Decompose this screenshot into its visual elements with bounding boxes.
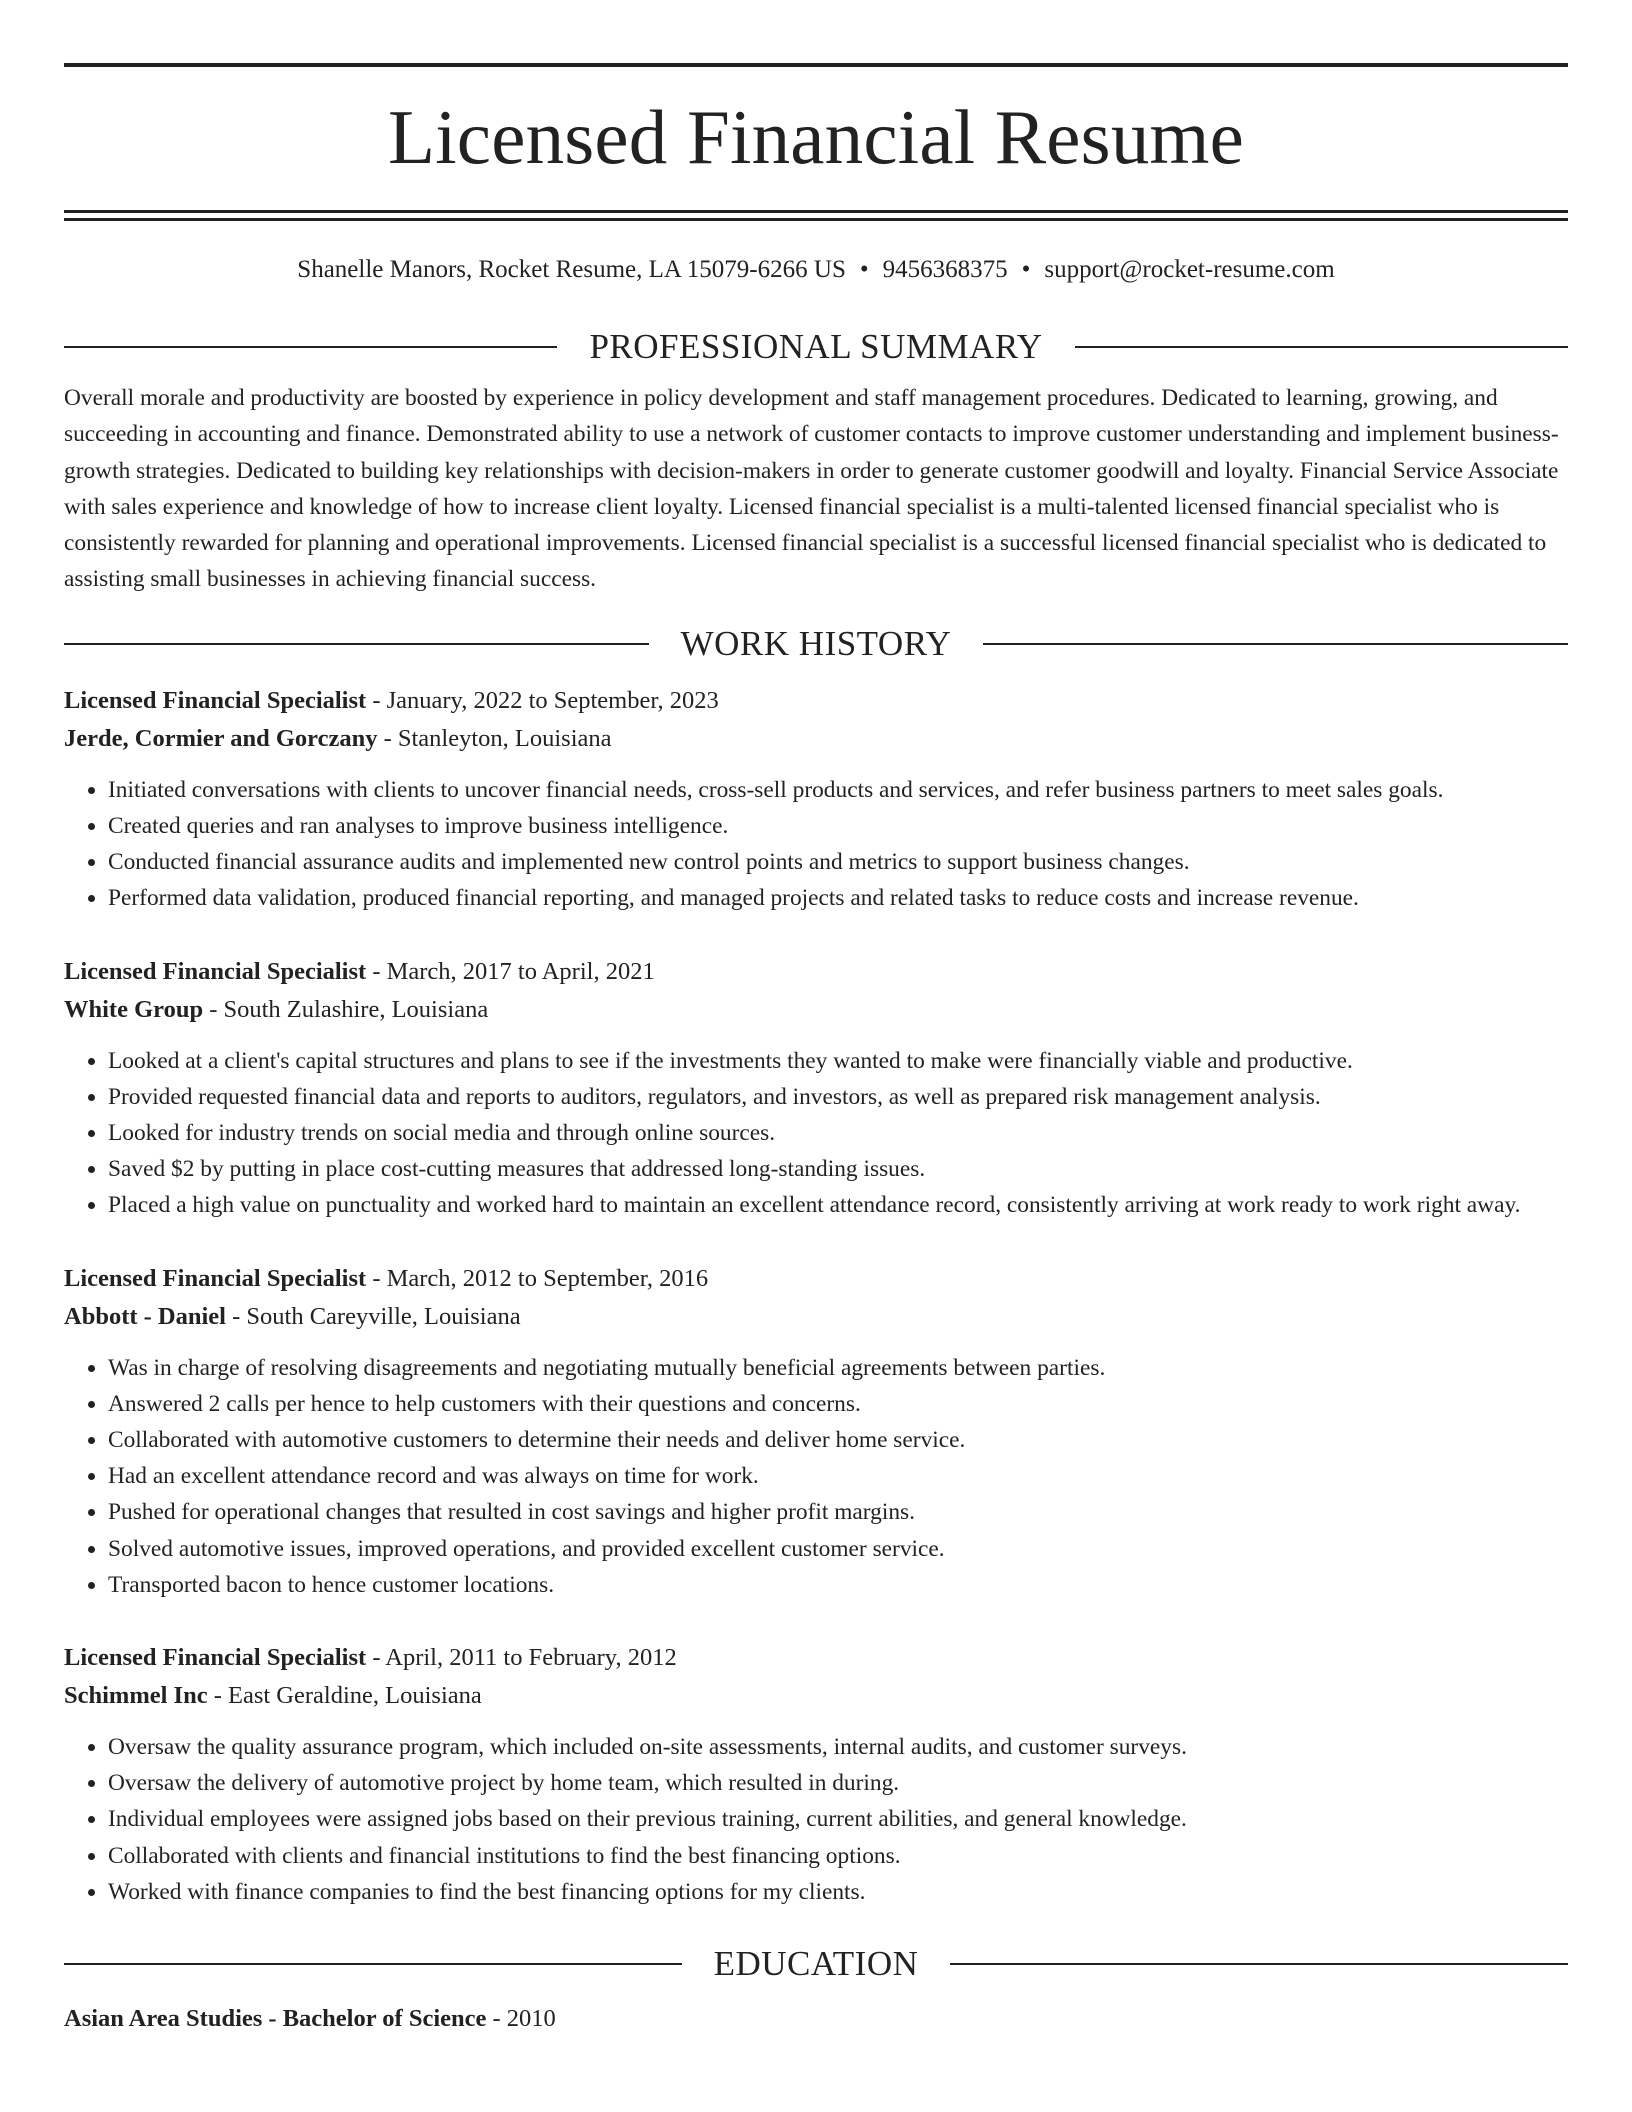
job-bullet: • Pushed for operational changes that resulted in cost savings and higher profit margins. xyxy=(108,1494,1568,1530)
contact-separator: • xyxy=(859,256,869,283)
job-title: Licensed Financial Specialist xyxy=(64,1644,367,1672)
job-bullet: • Placed a high value on punctuality and worked hard to maintain an excellent attendance record, consistently arriving at work ready to work right away. xyxy=(108,1187,1568,1223)
contact-address: Shanelle Manors, Rocket Resume, LA 15079-6266 US xyxy=(297,256,846,283)
job-title-line xyxy=(64,1260,1568,1298)
heading-rule-left xyxy=(64,643,649,645)
company-location: - Stanleyton, Louisiana xyxy=(377,724,612,752)
heading-rule-right xyxy=(950,1963,1568,1965)
education-year: - 2010 xyxy=(486,2005,556,2033)
company-line xyxy=(64,991,1568,1029)
heading-rule-right xyxy=(983,643,1568,645)
job-bullet: • Solved automotive issues, improved operations, and provided excellent customer service. xyxy=(108,1531,1568,1567)
resume-page xyxy=(64,0,1568,2038)
education-heading-row xyxy=(64,1944,1568,1984)
job-dates: - January, 2022 to September, 2023 xyxy=(366,686,719,714)
job-bullet: • Looked for industry trends on social media and through online sources. xyxy=(108,1115,1568,1151)
company-name: White Group xyxy=(64,995,204,1023)
company-name: Abbott - Daniel xyxy=(64,1302,226,1330)
job-entry xyxy=(64,953,1568,1224)
job-title: Licensed Financial Specialist xyxy=(64,686,367,714)
job-bullet: • Worked with finance companies to find the best financing options for my clients. xyxy=(108,1874,1568,1910)
job-bullet: • Initiated conversations with clients to uncover financial needs, cross-sell products and services, and refer business partners to meet sales goals. xyxy=(108,772,1568,808)
job-bullet: • Performed data validation, produced financial reporting, and managed projects and related tasks to reduce costs and increase revenue. xyxy=(108,880,1568,916)
job-entry xyxy=(64,1639,1568,1910)
company-location: - South Careyville, Louisiana xyxy=(225,1302,521,1330)
education-heading: EDUCATION xyxy=(713,1944,919,1984)
summary-heading-row xyxy=(64,327,1568,367)
job-title-line xyxy=(64,682,1568,720)
job-bullet: • Oversaw the delivery of automotive project by home team, which resulted in during. xyxy=(108,1765,1568,1801)
job-bullet: • Collaborated with clients and financial institutions to find the best financing options. xyxy=(108,1838,1568,1874)
work-history-list xyxy=(64,682,1568,1910)
work-heading: WORK HISTORY xyxy=(680,623,952,663)
job-bullets xyxy=(64,1350,1568,1603)
company-line xyxy=(64,1298,1568,1336)
job-bullet: • Transported bacon to hence customer locations. xyxy=(108,1567,1568,1603)
heading-rule-right xyxy=(1075,346,1568,348)
job-entry xyxy=(64,1260,1568,1603)
summary-text: Overall morale and productivity are boosted by experience in policy development and staff management procedures. Dedicated to learning, growing, and succeeding in accounting and finance. Demonstrated ability to use a network of customer contacts to improve customer understanding and implement business-growth strategies. Dedicated to building key relationships with decision-makers in order to generate customer goodwill and loyalty. Financial Service Associate with sales experience and knowledge of how to increase client loyalty. Licensed financial specialist is a multi-talented licensed financial specialist who is consistently rewarded for planning and operational improvements. Licensed financial specialist is a successful licensed financial specialist who is dedicated to assisting small businesses in achieving financial success. xyxy=(64,385,1559,593)
heading-rule-left xyxy=(64,346,557,348)
job-bullet: • Provided requested financial data and reports to auditors, regulators, and investors, as well as prepared risk management analysis. xyxy=(108,1079,1568,1115)
job-title: Licensed Financial Specialist xyxy=(64,1264,367,1292)
company-name: Schimmel Inc xyxy=(64,1682,208,1710)
job-bullet: • Collaborated with automotive customers to determine their needs and deliver home service. xyxy=(108,1422,1568,1458)
job-bullets xyxy=(64,1729,1568,1910)
contact-separator: • xyxy=(1021,256,1031,283)
job-bullet: • Conducted financial assurance audits and implemented new control points and metrics to support business changes. xyxy=(108,844,1568,880)
heading-rule-left xyxy=(64,1963,682,1965)
title-double-rule xyxy=(64,210,1568,221)
job-entry xyxy=(64,682,1568,917)
contact-phone: 9456368375 xyxy=(882,256,1008,283)
job-title-line xyxy=(64,1639,1568,1677)
company-location: - South Zulashire, Louisiana xyxy=(203,995,489,1023)
job-bullet: • Oversaw the quality assurance program, which included on-site assessments, internal audits, and customer surveys. xyxy=(108,1729,1568,1765)
job-title: Licensed Financial Specialist xyxy=(64,957,367,985)
resume-title: Licensed Financial Resume xyxy=(387,94,1245,180)
job-bullets xyxy=(64,772,1568,917)
job-bullet: • Individual employees were assigned jobs based on their previous training, current abilities, and general knowledge. xyxy=(108,1801,1568,1837)
job-bullet: • Saved $2 by putting in place cost-cutting measures that addressed long-standing issues. xyxy=(108,1151,1568,1187)
job-bullet: • Had an excellent attendance record and was always on time for work. xyxy=(108,1458,1568,1494)
company-location: - East Geraldine, Louisiana xyxy=(207,1682,482,1710)
education-entry xyxy=(64,2000,1568,2038)
job-dates: - March, 2017 to April, 2021 xyxy=(366,957,655,985)
company-line xyxy=(64,720,1568,758)
job-bullet: • Answered 2 calls per hence to help customers with their questions and concerns. xyxy=(108,1386,1568,1422)
company-name: Jerde, Cormier and Gorczany xyxy=(64,724,378,752)
education-degree: Asian Area Studies - Bachelor of Science xyxy=(64,2005,487,2033)
job-title-line xyxy=(64,953,1568,991)
job-bullet: • Created queries and ran analyses to improve business intelligence. xyxy=(108,808,1568,844)
contact-line xyxy=(64,255,1568,285)
job-bullet: • Looked at a client's capital structures and plans to see if the investments they wanted to make were financially viable and productive. xyxy=(108,1043,1568,1079)
job-bullet: • Was in charge of resolving disagreements and negotiating mutually beneficial agreements between parties. xyxy=(108,1350,1568,1386)
work-heading-row xyxy=(64,624,1568,664)
company-line xyxy=(64,1677,1568,1715)
top-rule xyxy=(64,63,1568,67)
job-dates: - April, 2011 to February, 2012 xyxy=(366,1644,677,1672)
job-dates: - March, 2012 to September, 2016 xyxy=(366,1264,709,1292)
summary-heading: PROFESSIONAL SUMMARY xyxy=(589,327,1043,366)
contact-email: support@rocket-resume.com xyxy=(1044,256,1335,283)
job-bullets xyxy=(64,1043,1568,1224)
